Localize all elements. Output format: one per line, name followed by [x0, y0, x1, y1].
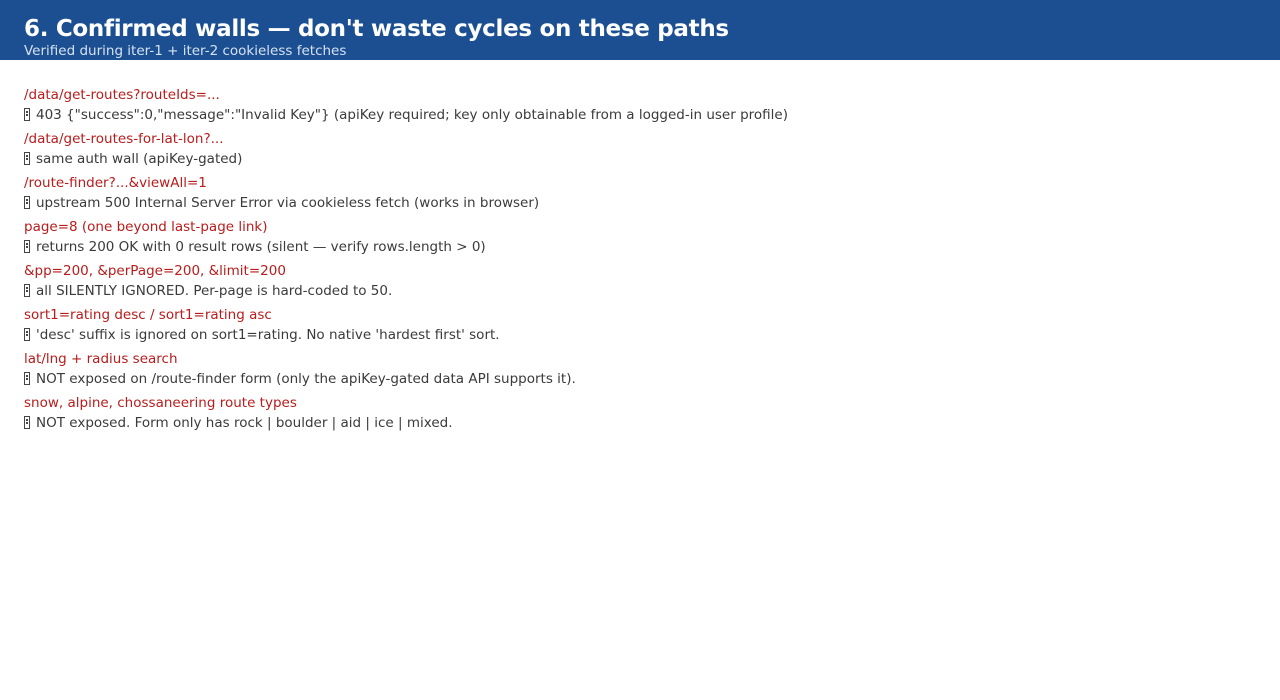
wall-note — [24, 414, 453, 432]
wall-note — [24, 194, 539, 212]
wall-path: snow, alpine, chossaneering route types — [24, 395, 297, 411]
wall-path: /data/get-routes-for-lat-lon?... — [24, 131, 224, 147]
section-header — [0, 0, 1280, 60]
section-title: 6. Confirmed walls — don't waste cycles on these paths — [24, 16, 729, 42]
wall-path: &pp=200, &perPage=200, &limit=200 — [24, 263, 286, 279]
wall-note — [24, 238, 486, 256]
separator-glyph-icon — [24, 416, 30, 429]
wall-item — [24, 86, 1256, 130]
wall-note-text: 403 {"success":0,"message":"Invalid Key"} (apiKey required; key only obtainable from a logged-in user profile) — [36, 107, 788, 123]
wall-note — [24, 282, 392, 300]
wall-item — [24, 394, 1256, 438]
wall-item — [24, 262, 1256, 306]
wall-list — [24, 86, 1256, 438]
separator-glyph-icon — [24, 328, 30, 341]
separator-glyph-icon — [24, 196, 30, 209]
wall-path: sort1=rating desc / sort1=rating asc — [24, 307, 272, 323]
separator-glyph-icon — [24, 240, 30, 253]
wall-item — [24, 218, 1256, 262]
wall-item — [24, 174, 1256, 218]
separator-glyph-icon — [24, 152, 30, 165]
wall-path: /route-finder?...&viewAll=1 — [24, 175, 207, 191]
wall-item — [24, 130, 1256, 174]
wall-note — [24, 150, 242, 168]
wall-path: page=8 (one beyond last-page link) — [24, 219, 268, 235]
wall-note-text: NOT exposed on /route-finder form (only the apiKey-gated data API supports it). — [36, 371, 576, 387]
wall-note-text: NOT exposed. Form only has rock | boulder | aid | ice | mixed. — [36, 415, 453, 431]
wall-note-text: 'desc' suffix is ignored on sort1=rating. No native 'hardest first' sort. — [36, 327, 500, 343]
separator-glyph-icon — [24, 372, 30, 385]
wall-item — [24, 350, 1256, 394]
wall-item — [24, 306, 1256, 350]
wall-note-text: upstream 500 Internal Server Error via cookieless fetch (works in browser) — [36, 195, 540, 211]
separator-glyph-icon — [24, 284, 30, 297]
wall-note — [24, 370, 576, 388]
wall-note-text: all SILENTLY IGNORED. Per-page is hard-coded to 50. — [36, 283, 393, 299]
separator-glyph-icon — [24, 108, 30, 121]
wall-note-text: returns 200 OK with 0 result rows (silent — verify rows.length > 0) — [36, 239, 486, 255]
wall-path: lat/lng + radius search — [24, 351, 178, 367]
wall-note-text: same auth wall (apiKey-gated) — [36, 151, 243, 167]
wall-note — [24, 106, 788, 124]
wall-note — [24, 326, 500, 344]
section-subtitle: Verified during iter-1 + iter-2 cookieless fetches — [24, 43, 347, 59]
wall-path: /data/get-routes?routeIds=... — [24, 87, 220, 103]
